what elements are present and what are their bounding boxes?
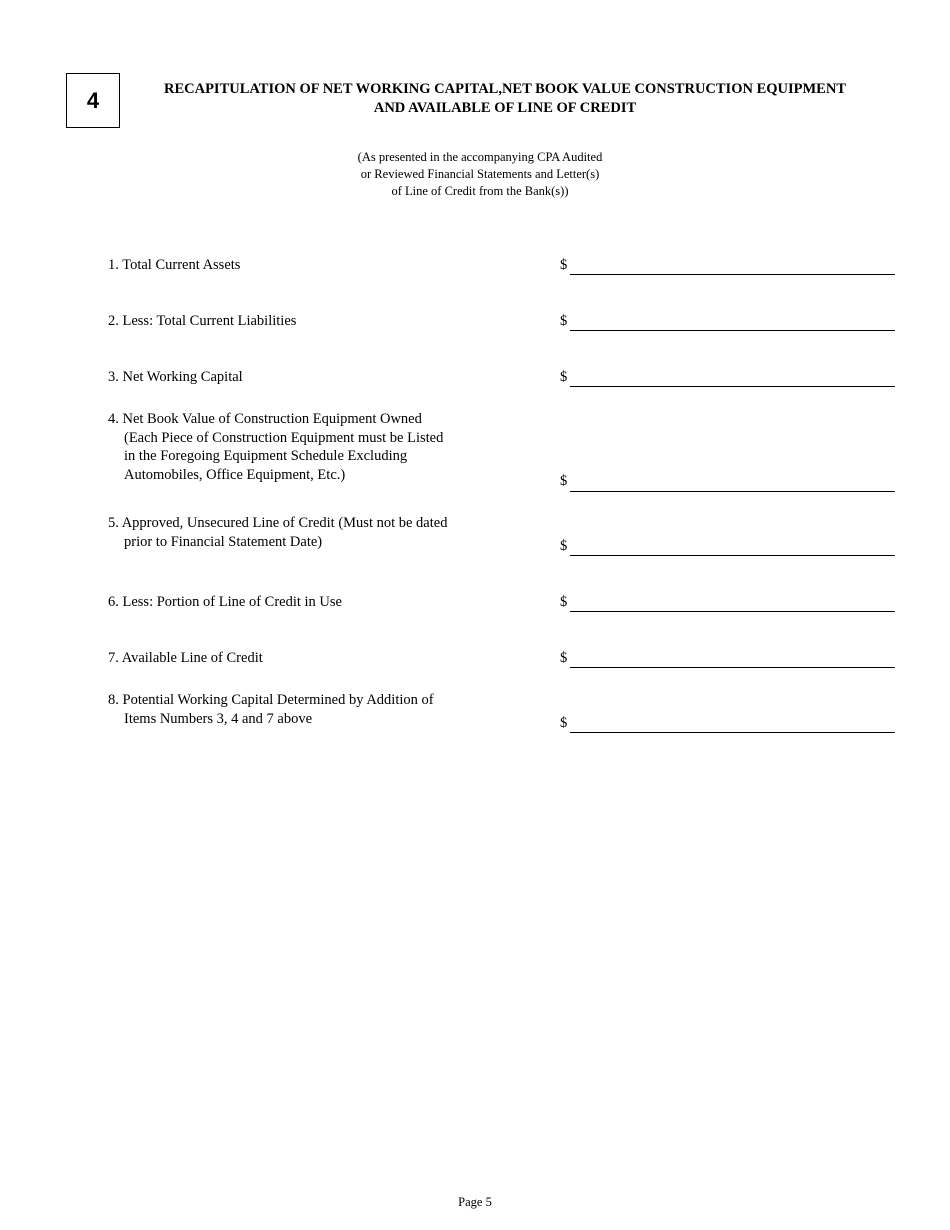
item-label (108, 649, 528, 668)
dollar-sign: $ (560, 538, 568, 554)
amount-field-net-book-value-equipment[interactable] (570, 473, 895, 492)
subtitle-line-1: (As presented in the accompanying CPA Audited (357, 150, 603, 164)
item-label (108, 312, 528, 331)
item-label (108, 410, 528, 484)
item-label-line: in the Foregoing Equipment Schedule Excluding (124, 448, 408, 464)
item-label-line: 4. Net Book Value of Construction Equipment Owned (108, 411, 422, 427)
item-label-line: prior to Financial Statement Date) (124, 533, 323, 550)
item-label-line: 5. Approved, Unsecured Line of Credit (Must not be dated (108, 515, 448, 531)
dollar-sign: $ (560, 257, 568, 273)
item-label-line: 8. Potential Working Capital Determined by Addition of (108, 692, 434, 708)
title-line-1: RECAPITULATION OF NET WORKING CAPITAL,NET BOOK VALUE CONSTRUCTION EQUIPMENT (163, 81, 847, 97)
dollar-sign: $ (560, 650, 568, 666)
amount-field-available-line-of-credit[interactable] (570, 649, 895, 668)
item-label-line: 2. Less: Total Current Liabilities (108, 313, 297, 329)
subtitle-line-2: or Reviewed Financial Statements and Letter(s) (360, 167, 600, 181)
amount-field-net-working-capital[interactable] (570, 368, 895, 387)
item-label (108, 691, 528, 728)
amount-field-total-current-assets[interactable] (570, 256, 895, 275)
dollar-sign: $ (560, 473, 568, 489)
dollar-sign: $ (560, 594, 568, 610)
amount-field-potential-working-capital[interactable] (570, 714, 895, 733)
item-label-line: 1. Total Current Assets (108, 257, 241, 273)
section-number-box (66, 73, 120, 128)
item-label-line: (Each Piece of Construction Equipment must be Listed (124, 429, 444, 446)
item-label-line: 3. Net Working Capital (108, 369, 243, 385)
amount-field-total-current-liabilities[interactable] (570, 312, 895, 331)
title-line-2: AND AVAILABLE OF LINE OF CREDIT (373, 100, 637, 116)
subtitle-line-3: of Line of Credit from the Bank(s)) (391, 184, 569, 198)
page-title (130, 80, 880, 118)
amount-field-approved-line-of-credit[interactable] (570, 537, 895, 556)
dollar-sign: $ (560, 715, 568, 731)
item-label (108, 368, 528, 387)
item-label-line: 7. Available Line of Credit (108, 650, 263, 666)
item-label (108, 514, 528, 551)
dollar-sign: $ (560, 369, 568, 385)
item-label (108, 256, 528, 275)
page-number: Page 5 (458, 1195, 492, 1209)
section-number: 4 (86, 87, 100, 113)
dollar-sign: $ (560, 313, 568, 329)
item-label-line: 6. Less: Portion of Line of Credit in Use (108, 594, 342, 610)
item-label (108, 593, 528, 612)
item-label-line: Items Numbers 3, 4 and 7 above (124, 710, 313, 727)
item-label-line: Automobiles, Office Equipment, Etc.) (124, 466, 346, 483)
page-subtitle (280, 149, 680, 200)
amount-field-line-of-credit-in-use[interactable] (570, 593, 895, 612)
